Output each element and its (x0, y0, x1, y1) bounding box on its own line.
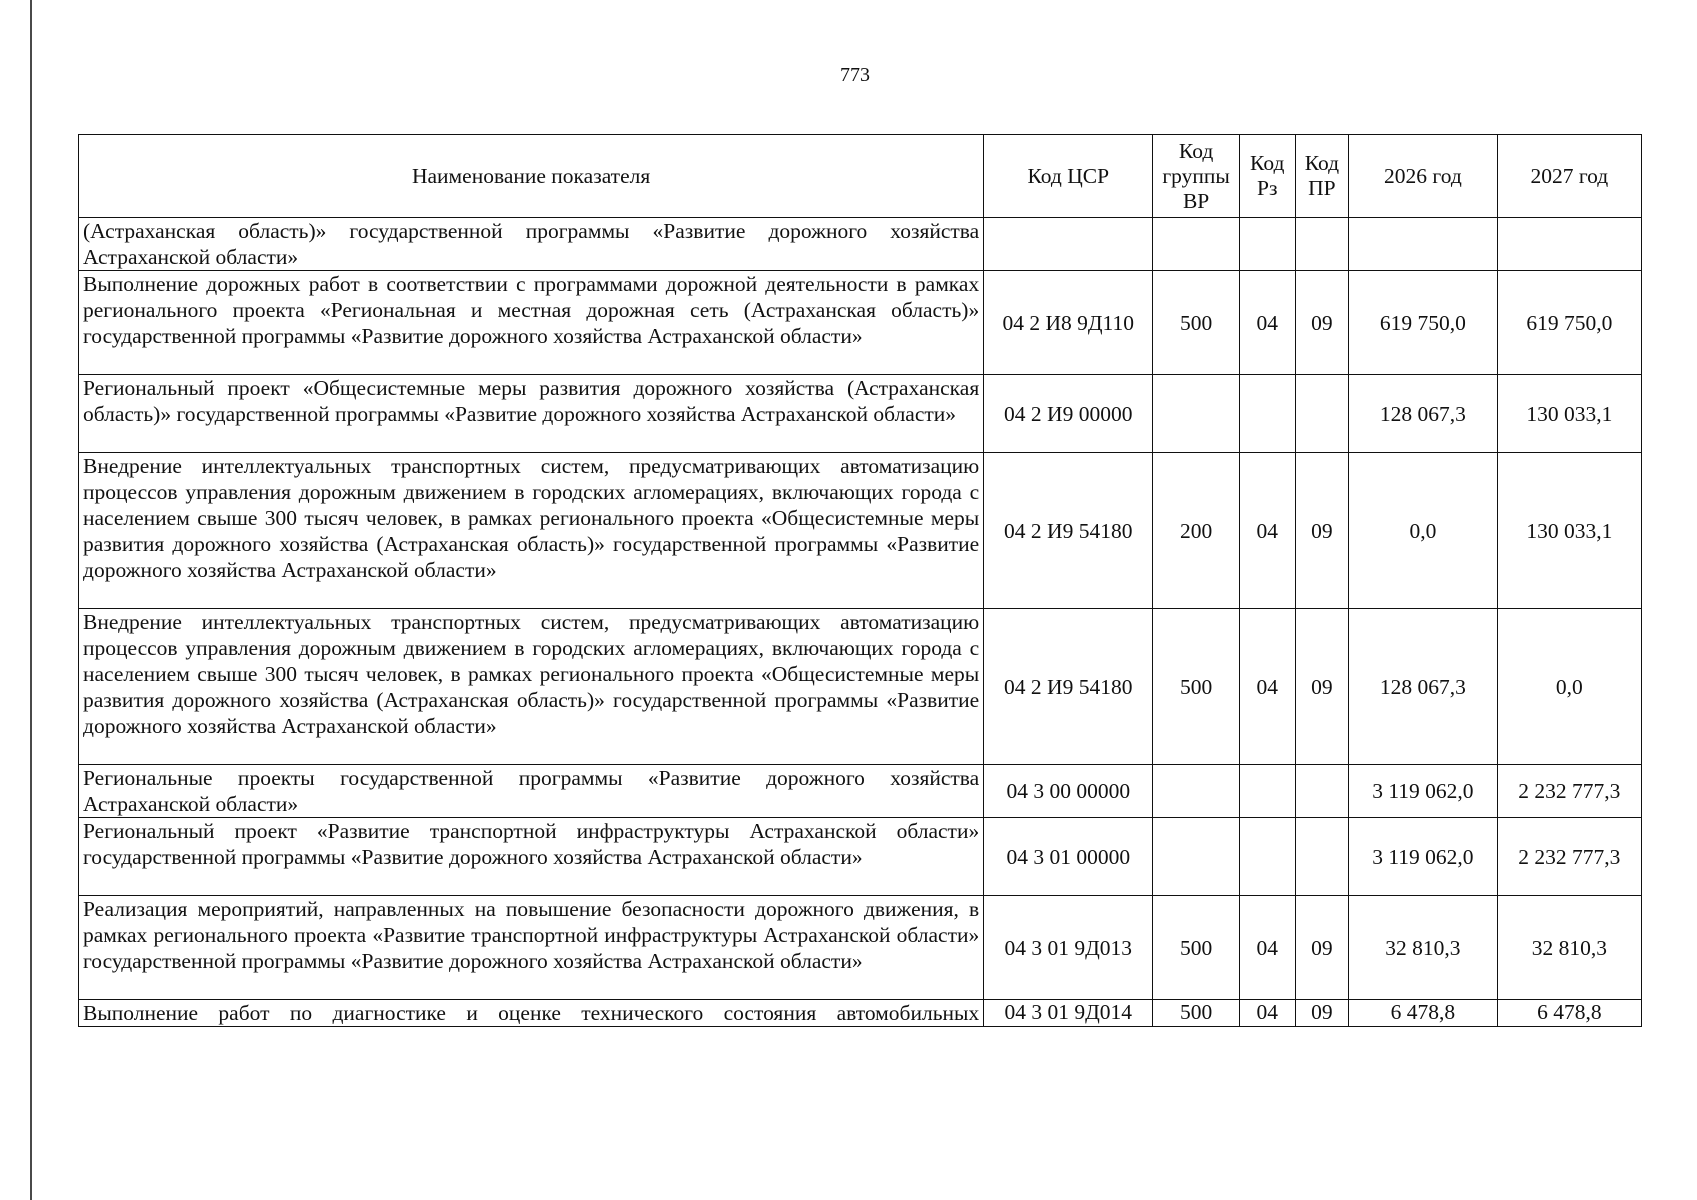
row-name: Региональный проект «Развитие транспортной инфраструктуры Астраханской области» государственной программы «Развитие дорожного хозяйства Астраханской области» (79, 818, 984, 896)
table-row (79, 765, 1642, 818)
row-2027: 130 033,1 (1497, 453, 1641, 609)
row-csr (984, 218, 1153, 271)
scan-edge-line (30, 0, 32, 1200)
table-row (79, 896, 1642, 1000)
row-vr (1153, 765, 1240, 818)
row-name: Реализация мероприятий, направленных на повышение безопасности дорожного движения, в рамках регионального проекта «Развитие транспортной инфраструктуры Астраханской области» государственной программы «Развитие дорожного хозяйства Астраханской области» (79, 896, 984, 1000)
row-rz (1239, 218, 1295, 271)
row-rz: 04 (1239, 609, 1295, 765)
table-row (79, 609, 1642, 765)
row-rz: 04 (1239, 453, 1295, 609)
row-name: Внедрение интеллектуальных транспортных систем, предусматривающих автоматизацию процессов управления дорожным движением в городских агломерациях, включающих города с населением свыше 300 тысяч человек, в рамках регионального проекта «Общесистемные меры развития дорожного хозяйства (Астраханская область)» государственной программы «Развитие дорожного хозяйства Астраханской области» (79, 609, 984, 765)
page-number: 773 (840, 64, 870, 86)
row-2027: 6 478,8 (1497, 1000, 1641, 1027)
row-rz (1239, 818, 1295, 896)
row-2026: 6 478,8 (1349, 1000, 1497, 1027)
table-row (79, 453, 1642, 609)
row-csr: 04 2 И9 54180 (984, 453, 1153, 609)
row-2027: 0,0 (1497, 609, 1641, 765)
row-rz: 04 (1239, 1000, 1295, 1027)
row-2026: 128 067,3 (1349, 609, 1497, 765)
row-2027: 130 033,1 (1497, 375, 1641, 453)
row-pr: 09 (1295, 1000, 1349, 1027)
row-csr: 04 2 И9 54180 (984, 609, 1153, 765)
row-pr (1295, 818, 1349, 896)
row-rz (1239, 765, 1295, 818)
row-2026: 3 119 062,0 (1349, 765, 1497, 818)
table-row (79, 218, 1642, 271)
row-2026: 619 750,0 (1349, 271, 1497, 375)
table-row (79, 271, 1642, 375)
row-name: Внедрение интеллектуальных транспортных систем, предусматривающих автоматизацию процессов управления дорожным движением в городских агломерациях, включающих города с населением свыше 300 тысяч человек, в рамках регионального проекта «Общесистемные меры развития дорожного хозяйства (Астраханская область)» государственной программы «Развитие дорожного хозяйства Астраханской области» (79, 453, 984, 609)
row-csr: 04 2 И8 9Д110 (984, 271, 1153, 375)
row-2026: 32 810,3 (1349, 896, 1497, 1000)
row-pr (1295, 218, 1349, 271)
row-2026: 3 119 062,0 (1349, 818, 1497, 896)
row-rz: 04 (1239, 271, 1295, 375)
row-rz (1239, 375, 1295, 453)
row-2027: 2 232 777,3 (1497, 818, 1641, 896)
row-name: Региональные проекты государственной программы «Развитие дорожного хозяйства Астраханской области» (79, 765, 984, 818)
row-name: Выполнение дорожных работ в соответствии с программами дорожной деятельности в рамках регионального проекта «Региональная и местная дорожная сеть (Астраханская область)» государственной программы «Развитие дорожного хозяйства Астраханской области» (79, 271, 984, 375)
header-2026: 2026 год (1349, 135, 1497, 218)
row-vr (1153, 818, 1240, 896)
row-2027: 32 810,3 (1497, 896, 1641, 1000)
header-2027: 2027 год (1497, 135, 1641, 218)
header-vr: Код группы ВР (1153, 135, 1240, 218)
table-row (79, 818, 1642, 896)
row-vr: 200 (1153, 453, 1240, 609)
row-csr: 04 3 01 00000 (984, 818, 1153, 896)
row-2027 (1497, 218, 1641, 271)
row-rz: 04 (1239, 896, 1295, 1000)
row-2026: 0,0 (1349, 453, 1497, 609)
header-name: Наименование показателя (79, 135, 984, 218)
table-row (79, 1000, 1642, 1027)
row-vr: 500 (1153, 271, 1240, 375)
row-csr: 04 2 И9 00000 (984, 375, 1153, 453)
budget-table (78, 134, 1642, 1027)
row-name: (Астраханская область)» государственной программы «Развитие дорожного хозяйства Астраханской области» (79, 218, 984, 271)
row-name: Региональный проект «Общесистемные меры развития дорожного хозяйства (Астраханская область)» государственной программы «Развитие дорожного хозяйства Астраханской области» (79, 375, 984, 453)
row-csr: 04 3 00 00000 (984, 765, 1153, 818)
header-rz: Код Рз (1239, 135, 1295, 218)
row-pr: 09 (1295, 271, 1349, 375)
row-pr: 09 (1295, 453, 1349, 609)
row-csr: 04 3 01 9Д014 (984, 1000, 1153, 1027)
row-name: Выполнение работ по диагностике и оценке технического состояния автомобильных (79, 1000, 984, 1027)
row-pr (1295, 765, 1349, 818)
row-pr: 09 (1295, 609, 1349, 765)
table-row (79, 375, 1642, 453)
row-vr: 500 (1153, 609, 1240, 765)
row-2026 (1349, 218, 1497, 271)
table-header-row (79, 135, 1642, 218)
header-pr: Код ПР (1295, 135, 1349, 218)
row-2027: 619 750,0 (1497, 271, 1641, 375)
row-pr: 09 (1295, 896, 1349, 1000)
row-2027: 2 232 777,3 (1497, 765, 1641, 818)
row-vr (1153, 218, 1240, 271)
row-vr: 500 (1153, 1000, 1240, 1027)
row-vr: 500 (1153, 896, 1240, 1000)
row-vr (1153, 375, 1240, 453)
row-csr: 04 3 01 9Д013 (984, 896, 1153, 1000)
row-pr (1295, 375, 1349, 453)
row-2026: 128 067,3 (1349, 375, 1497, 453)
header-csr: Код ЦСР (984, 135, 1153, 218)
